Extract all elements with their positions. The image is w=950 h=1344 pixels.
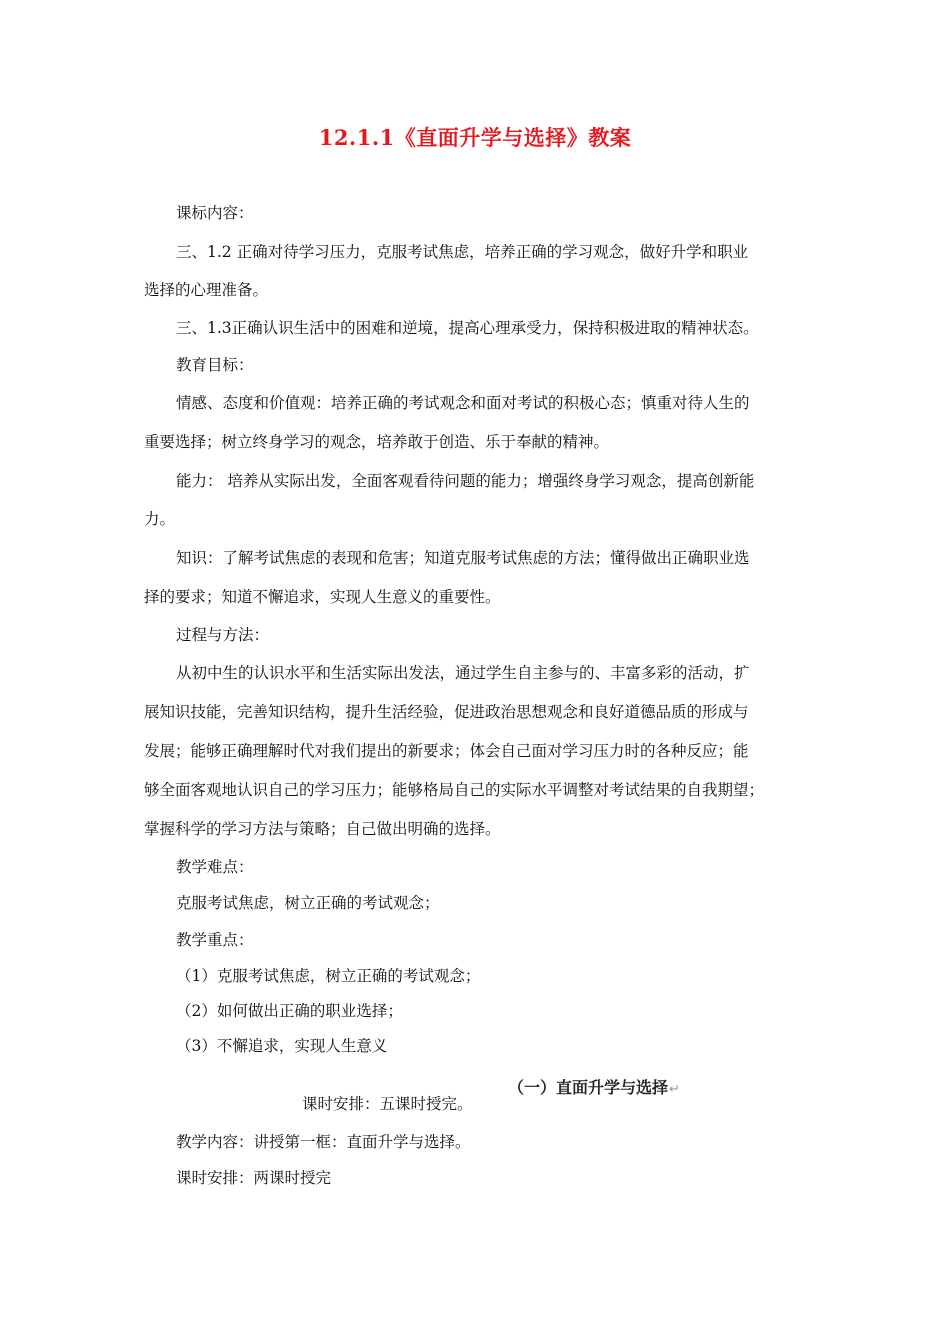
process-label: 过程与方法： xyxy=(176,626,270,644)
process-text-2: 展知识技能，完善知识结构，提升生活经验，促进政治思想观念和良好道德品质的形成与 xyxy=(144,703,749,721)
goal-knowledge: 知识：了解考试焦虑的表现和危害；知道克服考试焦虑的方法；懂得做出正确职业选 xyxy=(176,549,750,567)
goal-emotion: 情感、态度和价值观：培养正确的考试观念和面对考试的积极心态；慎重对待人生的 xyxy=(176,394,750,412)
process-text-5: 掌握科学的学习方法与策略；自己做出明确的选择。 xyxy=(144,820,501,838)
key-points-label: 教学重点： xyxy=(176,931,254,949)
curriculum-item-1-cont: 选择的心理准备。 xyxy=(144,281,269,299)
goal-ability-cont: 力。 xyxy=(144,510,176,528)
key-point-1: （1）克服考试焦虑，树立正确的考试观念； xyxy=(176,967,481,985)
teaching-content: 教学内容：讲授第一框：直面升学与选择。 xyxy=(176,1133,471,1151)
schedule-total: 课时安排：五课时授完。 xyxy=(302,1095,473,1113)
key-point-3: （3）不懈追求，实现人生意义 xyxy=(176,1037,388,1055)
process-text-1: 从初中生的认识水平和生活实际出发法，通过学生自主参与的、丰富多彩的活动，扩 xyxy=(176,664,750,682)
goal-knowledge-cont: 择的要求；知道不懈追求，实现人生意义的重要性。 xyxy=(144,588,501,606)
difficulty-label: 教学难点： xyxy=(176,858,254,876)
document-title: 12.1.1《直面升学与选择》教案 xyxy=(318,125,632,150)
goal-emotion-cont: 重要选择；树立终身学习的观念，培养敢于创造、乐于奉献的精神。 xyxy=(144,433,610,451)
goal-ability: 能力： 培养从实际出发，全面客观看待问题的能力；增强终身学习观念，提高创新能 xyxy=(176,472,755,490)
schedule-lessons: 课时安排：两课时授完 xyxy=(176,1169,332,1187)
section-heading xyxy=(508,1075,680,1098)
return-mark-icon: ↵ xyxy=(669,1082,680,1097)
process-text-3: 发展；能够正确理解时代对我们提出的新要求；体会自己面对学习压力时的各种反应；能 xyxy=(144,742,749,760)
section-heading-text: （一）直面升学与选择 xyxy=(508,1078,669,1097)
difficulty-text: 克服考试焦虑，树立正确的考试观念； xyxy=(176,894,440,912)
key-point-2: （2）如何做出正确的职业选择； xyxy=(176,1002,403,1020)
curriculum-item-2: 三、1.3正确认识生活中的困难和逆境，提高心理承受力，保持积极进取的精神状态。 xyxy=(176,319,759,337)
curriculum-label: 课标内容： xyxy=(176,204,254,222)
curriculum-item-1: 三、1.2 正确对待学习压力，克服考试焦虑，培养正确的学习观念，做好升学和职业 xyxy=(176,243,749,261)
goals-label: 教育目标： xyxy=(176,356,254,374)
process-text-4: 够全面客观地认识自己的学习压力；能够格局自己的实际水平调整对考试结果的自我期望； xyxy=(144,781,765,799)
